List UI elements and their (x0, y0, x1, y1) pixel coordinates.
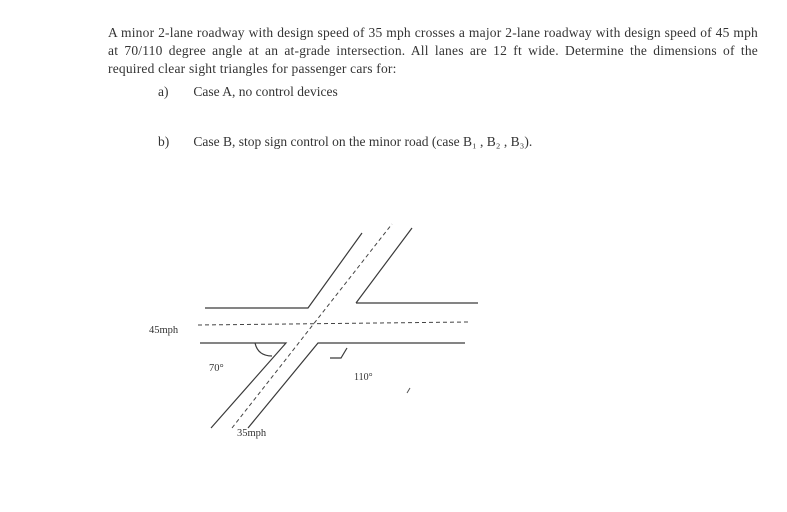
angle-arc-110 (330, 348, 347, 358)
major-road-top-edge-right (356, 228, 478, 303)
major-road-top-edge-left (205, 233, 362, 308)
acute-angle-label: 70° (209, 363, 224, 374)
question-b-text: Case B, stop sign control on the minor road (case B₁ , B₂ , B₃). (193, 134, 533, 149)
angle-arc-70 (255, 343, 272, 356)
minor-road-centerline (232, 224, 392, 428)
obtuse-angle-label: 110° (354, 372, 373, 383)
question-a-label: a) (158, 84, 169, 99)
minor-speed-label: 35mph (237, 428, 267, 439)
question-a-text: Case A, no control devices (193, 84, 338, 99)
major-road-centerline (198, 322, 468, 325)
major-road-bottom-edge-left (200, 343, 286, 428)
major-speed-label: 45mph (149, 325, 179, 336)
question-b-label: b) (158, 134, 170, 149)
stray-mark (407, 388, 410, 393)
problem-statement: A minor 2-lane roadway with design speed of 35 mph crosses a major 2-lane roadway with design speed of 45 mph at 70/110 degree angle at an at-grade intersection. All lanes are 12 ft wide. Determine the dimensions of the required clear sight triangles for passenger cars for: (108, 24, 758, 76)
major-road-bottom-edge-right (248, 343, 465, 428)
